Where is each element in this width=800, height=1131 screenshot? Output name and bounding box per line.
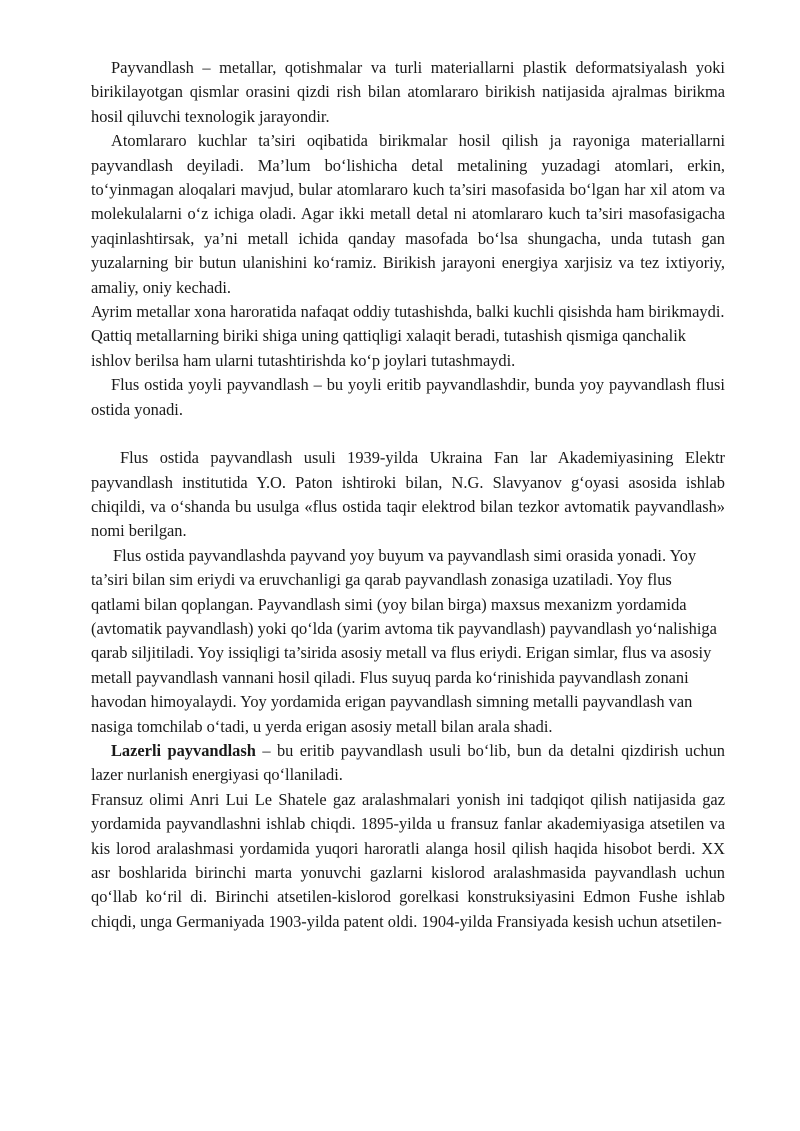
paragraph-gas-welding-history: Fransuz olimi Anri Lui Le Shatele gaz aralashmalari yonish ini tadqiqot qilish natijasida gaz yordamida payvandlashni ishlab chiqdi. 1895-yilda u fransuz fanlar akademiyasiga atsetilen va kis lorod aralashmasi yordamida yuqori haroratli alanga hosil qilish haqida hisobot berdi. XX asr boshlarida birinchi marta yonuvchi gazlarni kislorod aralashmasida payvandlash uchun qo‘llab ko‘ril di. Birinchi atsetilen-kislorod gorelkasi konstruksiyasini Edmon Fushe ishlab chiqdi, unga Germaniyada 1903-yilda patent oldi. 1904-yilda Fransiyada kesish uchun atsetilen- <box>91 789 725 931</box>
paragraph-flux-arc-definition: Flus ostida yoyli payvandlash – bu yoyli eritib payvandlashdir, bunda yoy payvandlash flusi ostida yonadi. <box>91 375 725 419</box>
paragraph-spacer <box>91 422 725 446</box>
laser-welding-term: Lazerli payvandlash <box>111 740 256 760</box>
paragraph-flux-process: Flus ostida payvandlashda payvand yoy buyum va payvandlash simi orasida yonadi. Yoy ta’siri bilan sim eriydi va eruvchanligi ga qarab payvandlash zonasiga uzatiladi. Yoy flus qatlami bilan qoplangan. Payvandlash simi (yoy bilan birga) maxsus mexanizm yordamida (avtomatik payvandlash) yoki qo‘lda (yarim avtoma tik payvandlash) payvandlash yo‘nalishiga qarab siljitiladi. Yoy issiqligi ta’sirida asosiy metall va flus eriydi. Erigan simlar, flus va asosiy metall payvandlash vannani hosil qiladi. Flus suyuq parda ko‘rinishida payvandlash zonani havodan himoyalaydi. Yoy yordamida erigan payvandlash simning metalli payvandlash van nasiga tomchilab o‘tadi, u yerda erigan asosiy metall bilan arala shadi. <box>91 545 717 736</box>
paragraph-flux-history: Flus ostida payvandlash usuli 1939-yilda Ukraina Fan lar Akademiyasining Elektr payvandlash institutida Y.O. Paton ishtiroki bilan, N.G. Slavyanov g‘oyasi asosida ishlab chiqildi, va o‘shanda bu usulga «flus ostida taqir elektrod bilan tezkor avtomatik payvandlash» nomi berilgan. <box>91 448 725 541</box>
document-page <box>91 56 725 934</box>
paragraph-definition: Payvandlash – metallar, qotishmalar va turli materiallarni plastik deformatsiyalash yoki birikilayotgan qismlar orasini qizdi rish bilan atomlararo birikish natijasida ajralmas birikma hosil qiluvchi texnologik jarayondir. <box>91 58 725 126</box>
paragraph-hard-metals: Ayrim metallar xona haroratida nafaqat oddiy tutashishda, balki kuchli qisishda ham birikmaydi. Qattiq metallarning biriki shiga uning qattiqligi xalaqit beradi, tutashish qismiga qanchalik ishlov berilsa ham ularni tutashtirishda ko‘p joylari tutashmaydi. <box>91 302 725 370</box>
paragraph-laser-welding <box>91 739 725 788</box>
paragraph-atomic-forces: Atomlararo kuchlar ta’siri oqibatida birikmalar hosil qilish ja rayoniga materiallarni payvandlash deyiladi. Ma’lum bo‘lishicha detal metalining yuzadagi atomlari, erkin, to‘yinmagan aloqalari mavjud, bular atomlararo kuch ta’siri masofasida bo‘lgan har xil atom va molekulalarni o‘z ichiga oladi. Agar ikki metall detal ni atomlararo kuch ta’siri masofasigacha yaqinlashtirsak, ya’ni metall ichida qanday masofada bo‘lsa shungacha, unda tutash gan yuzalarning bir butun ulanishini ko‘ramiz. Birikish jarayoni energiya xarjisiz va tez ixtiyoriy, amaliy, oniy kechadi. <box>91 131 725 297</box>
laser-welding-definition: – bu eritib payvandlash usuli bo‘lib, bun da detalni qizdirish uchun lazer nurlanish energiyasi qo‘llaniladi. <box>91 740 725 785</box>
